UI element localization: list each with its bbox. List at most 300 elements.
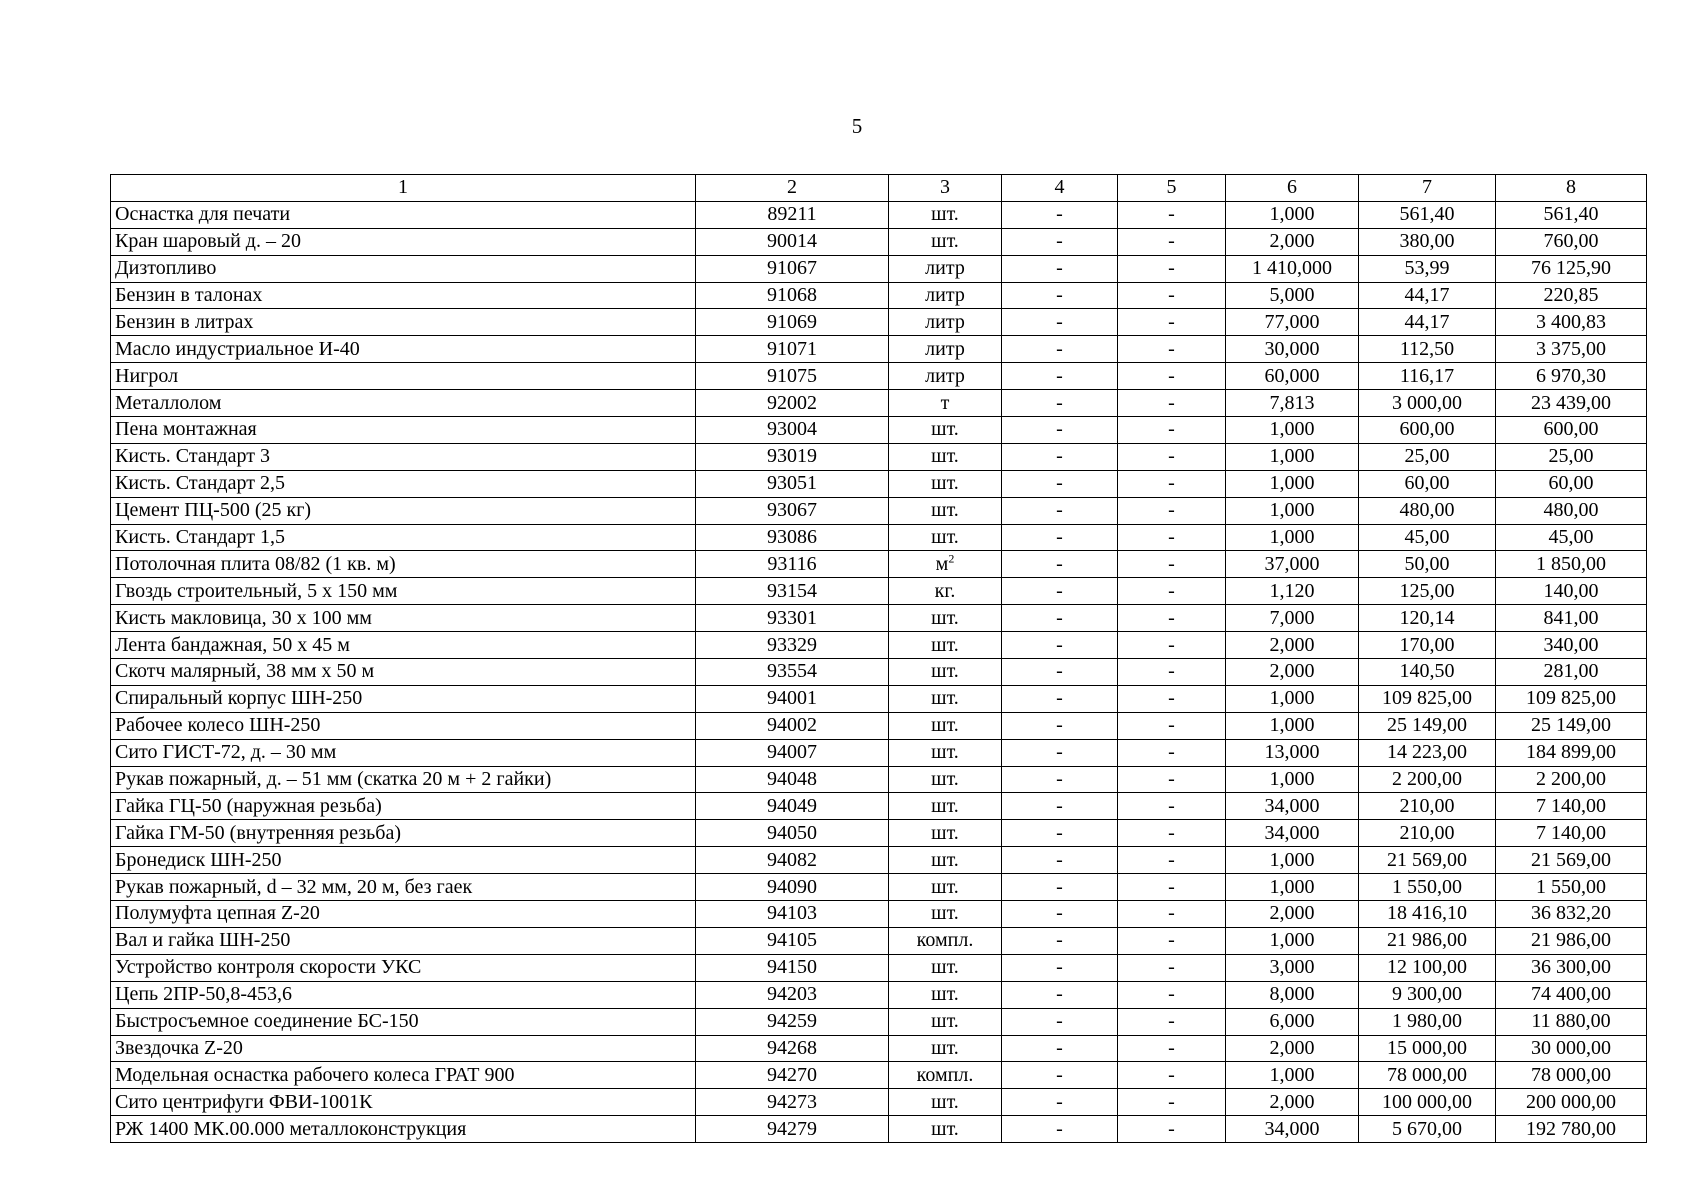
table-row — [111, 766, 1647, 793]
material-name: Звездочка Z-20 — [111, 1035, 696, 1062]
column-5-value: - — [1118, 470, 1226, 497]
material-name: Оснастка для печати — [111, 201, 696, 228]
column-5-value: - — [1118, 1116, 1226, 1143]
table-row — [111, 255, 1647, 282]
sum: 7 140,00 — [1496, 820, 1647, 847]
material-code: 90014 — [696, 228, 889, 255]
table-row — [111, 874, 1647, 901]
column-5-value: - — [1118, 820, 1226, 847]
unit: шт. — [889, 497, 1002, 524]
sum: 192 780,00 — [1496, 1116, 1647, 1143]
price: 9 300,00 — [1359, 981, 1496, 1008]
unit: шт. — [889, 793, 1002, 820]
sum: 7 140,00 — [1496, 793, 1647, 820]
quantity: 34,000 — [1226, 1116, 1359, 1143]
material-name: Рукав пожарный, д. – 51 мм (скатка 20 м + 2 гайки) — [111, 766, 696, 793]
material-code: 91067 — [696, 255, 889, 282]
table-row — [111, 1008, 1647, 1035]
price: 44,17 — [1359, 309, 1496, 336]
material-name: Цепь 2ПР-50,8-453,6 — [111, 981, 696, 1008]
price: 116,17 — [1359, 363, 1496, 390]
quantity: 2,000 — [1226, 1035, 1359, 1062]
sum: 78 000,00 — [1496, 1062, 1647, 1089]
sum: 3 375,00 — [1496, 336, 1647, 363]
column-header: 2 — [696, 175, 889, 202]
quantity: 1,000 — [1226, 766, 1359, 793]
material-code: 91071 — [696, 336, 889, 363]
column-5-value: - — [1118, 309, 1226, 336]
material-name: Нигрол — [111, 363, 696, 390]
material-code: 89211 — [696, 201, 889, 228]
quantity: 1,120 — [1226, 578, 1359, 605]
quantity: 2,000 — [1226, 228, 1359, 255]
sum: 1 850,00 — [1496, 551, 1647, 578]
unit: шт. — [889, 954, 1002, 981]
table-row — [111, 712, 1647, 739]
material-code: 91069 — [696, 309, 889, 336]
material-code: 93086 — [696, 524, 889, 551]
column-header: 5 — [1118, 175, 1226, 202]
price: 14 223,00 — [1359, 739, 1496, 766]
column-header: 6 — [1226, 175, 1359, 202]
price: 1 980,00 — [1359, 1008, 1496, 1035]
column-5-value: - — [1118, 443, 1226, 470]
price: 18 416,10 — [1359, 901, 1496, 928]
sum: 561,40 — [1496, 201, 1647, 228]
column-5-value: - — [1118, 551, 1226, 578]
price: 109 825,00 — [1359, 685, 1496, 712]
material-code: 93004 — [696, 417, 889, 444]
unit: шт. — [889, 1035, 1002, 1062]
quantity: 1,000 — [1226, 712, 1359, 739]
table-row — [111, 632, 1647, 659]
material-name: Кисть. Стандарт 2,5 — [111, 470, 696, 497]
column-header: 7 — [1359, 175, 1496, 202]
column-5-value: - — [1118, 1035, 1226, 1062]
sum: 200 000,00 — [1496, 1089, 1647, 1116]
material-name: Пена монтажная — [111, 417, 696, 444]
column-4-value: - — [1002, 201, 1118, 228]
quantity: 1,000 — [1226, 443, 1359, 470]
sum: 140,00 — [1496, 578, 1647, 605]
material-code: 91075 — [696, 363, 889, 390]
unit: шт. — [889, 201, 1002, 228]
column-4-value: - — [1002, 981, 1118, 1008]
column-4-value: - — [1002, 927, 1118, 954]
price: 2 200,00 — [1359, 766, 1496, 793]
quantity: 60,000 — [1226, 363, 1359, 390]
material-code: 94082 — [696, 847, 889, 874]
sum: 480,00 — [1496, 497, 1647, 524]
column-4-value: - — [1002, 605, 1118, 632]
table-row — [111, 981, 1647, 1008]
column-5-value: - — [1118, 605, 1226, 632]
material-name: Модельная оснастка рабочего колеса ГРАТ 900 — [111, 1062, 696, 1089]
unit: шт. — [889, 820, 1002, 847]
unit: шт. — [889, 228, 1002, 255]
unit: литр — [889, 255, 1002, 282]
unit: компл. — [889, 1062, 1002, 1089]
column-4-value: - — [1002, 847, 1118, 874]
table-row — [111, 793, 1647, 820]
price: 210,00 — [1359, 793, 1496, 820]
table-row — [111, 443, 1647, 470]
column-5-value: - — [1118, 847, 1226, 874]
material-name: Потолочная плита 08/82 (1 кв. м) — [111, 551, 696, 578]
price: 78 000,00 — [1359, 1062, 1496, 1089]
material-name: РЖ 1400 МК.00.000 металлоконструкция — [111, 1116, 696, 1143]
quantity: 2,000 — [1226, 1089, 1359, 1116]
table-row — [111, 309, 1647, 336]
column-4-value: - — [1002, 309, 1118, 336]
unit: шт. — [889, 981, 1002, 1008]
table-row — [111, 228, 1647, 255]
column-5-value: - — [1118, 282, 1226, 309]
material-name: Масло индустриальное И-40 — [111, 336, 696, 363]
price: 12 100,00 — [1359, 954, 1496, 981]
price: 210,00 — [1359, 820, 1496, 847]
column-5-value: - — [1118, 927, 1226, 954]
sum: 220,85 — [1496, 282, 1647, 309]
unit: шт. — [889, 712, 1002, 739]
quantity: 37,000 — [1226, 551, 1359, 578]
unit: шт. — [889, 901, 1002, 928]
price: 380,00 — [1359, 228, 1496, 255]
material-name: Дизтопливо — [111, 255, 696, 282]
quantity: 34,000 — [1226, 820, 1359, 847]
sum: 23 439,00 — [1496, 390, 1647, 417]
material-name: Гвоздь строительный, 5 х 150 мм — [111, 578, 696, 605]
unit: шт. — [889, 524, 1002, 551]
material-code: 94203 — [696, 981, 889, 1008]
column-5-value: - — [1118, 417, 1226, 444]
material-name: Бензин в литрах — [111, 309, 696, 336]
price: 5 670,00 — [1359, 1116, 1496, 1143]
column-4-value: - — [1002, 417, 1118, 444]
material-code: 93301 — [696, 605, 889, 632]
column-4-value: - — [1002, 390, 1118, 417]
column-4-value: - — [1002, 954, 1118, 981]
price: 3 000,00 — [1359, 390, 1496, 417]
column-5-value: - — [1118, 901, 1226, 928]
materials-table — [110, 174, 1647, 1143]
sum: 60,00 — [1496, 470, 1647, 497]
table-row — [111, 470, 1647, 497]
unit: литр — [889, 282, 1002, 309]
material-code: 93554 — [696, 659, 889, 686]
unit: шт. — [889, 1089, 1002, 1116]
quantity: 1,000 — [1226, 201, 1359, 228]
table-row — [111, 417, 1647, 444]
material-code: 94273 — [696, 1089, 889, 1116]
quantity: 77,000 — [1226, 309, 1359, 336]
table-row — [111, 201, 1647, 228]
quantity: 1,000 — [1226, 470, 1359, 497]
unit: шт. — [889, 659, 1002, 686]
sum: 184 899,00 — [1496, 739, 1647, 766]
column-4-value: - — [1002, 255, 1118, 282]
material-code: 94050 — [696, 820, 889, 847]
quantity: 1 410,000 — [1226, 255, 1359, 282]
column-4-value: - — [1002, 820, 1118, 847]
price: 112,50 — [1359, 336, 1496, 363]
material-code: 93051 — [696, 470, 889, 497]
material-name: Кисть. Стандарт 1,5 — [111, 524, 696, 551]
unit: т — [889, 390, 1002, 417]
column-4-value: - — [1002, 793, 1118, 820]
table-row — [111, 524, 1647, 551]
column-4-value: - — [1002, 336, 1118, 363]
column-5-value: - — [1118, 712, 1226, 739]
price: 125,00 — [1359, 578, 1496, 605]
material-name: Сито ГИСТ-72, д. – 30 мм — [111, 739, 696, 766]
column-4-value: - — [1002, 551, 1118, 578]
material-name: Рабочее колесо ШН-250 — [111, 712, 696, 739]
unit: шт. — [889, 605, 1002, 632]
price: 53,99 — [1359, 255, 1496, 282]
material-name: Гайка ГЦ-50 (наружная резьба) — [111, 793, 696, 820]
material-code: 94049 — [696, 793, 889, 820]
table-row — [111, 363, 1647, 390]
table-row — [111, 927, 1647, 954]
material-name: Цемент ПЦ-500 (25 кг) — [111, 497, 696, 524]
column-5-value: - — [1118, 390, 1226, 417]
column-5-value: - — [1118, 1089, 1226, 1116]
price: 140,50 — [1359, 659, 1496, 686]
table-row — [111, 685, 1647, 712]
price: 21 986,00 — [1359, 927, 1496, 954]
material-name: Кисть макловица, 30 х 100 мм — [111, 605, 696, 632]
sum: 21 569,00 — [1496, 847, 1647, 874]
quantity: 6,000 — [1226, 1008, 1359, 1035]
material-name: Скотч малярный, 38 мм х 50 м — [111, 659, 696, 686]
quantity: 1,000 — [1226, 927, 1359, 954]
price: 15 000,00 — [1359, 1035, 1496, 1062]
column-5-value: - — [1118, 874, 1226, 901]
quantity: 1,000 — [1226, 524, 1359, 551]
sum: 109 825,00 — [1496, 685, 1647, 712]
column-5-value: - — [1118, 497, 1226, 524]
unit-exponent: 2 — [948, 551, 955, 566]
column-4-value: - — [1002, 1035, 1118, 1062]
material-name: Бензин в талонах — [111, 282, 696, 309]
unit: кг. — [889, 578, 1002, 605]
material-name: Кран шаровый д. – 20 — [111, 228, 696, 255]
column-4-value: - — [1002, 363, 1118, 390]
quantity: 1,000 — [1226, 874, 1359, 901]
sum: 36 832,20 — [1496, 901, 1647, 928]
column-5-value: - — [1118, 954, 1226, 981]
price: 25 149,00 — [1359, 712, 1496, 739]
column-5-value: - — [1118, 766, 1226, 793]
sum: 30 000,00 — [1496, 1035, 1647, 1062]
material-name: Спиральный корпус ШН-250 — [111, 685, 696, 712]
column-4-value: - — [1002, 874, 1118, 901]
column-header: 8 — [1496, 175, 1647, 202]
sum: 36 300,00 — [1496, 954, 1647, 981]
material-code: 94268 — [696, 1035, 889, 1062]
column-4-value: - — [1002, 685, 1118, 712]
material-code: 94090 — [696, 874, 889, 901]
sum: 21 986,00 — [1496, 927, 1647, 954]
material-code: 94007 — [696, 739, 889, 766]
table-row — [111, 1116, 1647, 1143]
material-code: 94279 — [696, 1116, 889, 1143]
price: 1 550,00 — [1359, 874, 1496, 901]
material-code: 94002 — [696, 712, 889, 739]
column-4-value: - — [1002, 1116, 1118, 1143]
sum: 841,00 — [1496, 605, 1647, 632]
price: 44,17 — [1359, 282, 1496, 309]
column-4-value: - — [1002, 632, 1118, 659]
table-row — [111, 336, 1647, 363]
material-code: 94001 — [696, 685, 889, 712]
unit: литр — [889, 336, 1002, 363]
unit: шт. — [889, 874, 1002, 901]
quantity: 5,000 — [1226, 282, 1359, 309]
price: 100 000,00 — [1359, 1089, 1496, 1116]
column-4-value: - — [1002, 739, 1118, 766]
unit: шт. — [889, 739, 1002, 766]
sum: 25,00 — [1496, 443, 1647, 470]
sum: 340,00 — [1496, 632, 1647, 659]
table-row — [111, 282, 1647, 309]
column-5-value: - — [1118, 255, 1226, 282]
table-row — [111, 390, 1647, 417]
column-5-value: - — [1118, 228, 1226, 255]
quantity: 7,000 — [1226, 605, 1359, 632]
material-name: Быстросъемное соединение БС-150 — [111, 1008, 696, 1035]
material-name: Лента бандажная, 50 х 45 м — [111, 632, 696, 659]
sum: 2 200,00 — [1496, 766, 1647, 793]
quantity: 34,000 — [1226, 793, 1359, 820]
quantity: 2,000 — [1226, 659, 1359, 686]
column-5-value: - — [1118, 201, 1226, 228]
table-row — [111, 551, 1647, 578]
table-row — [111, 901, 1647, 928]
material-name: Гайка ГМ-50 (внутренняя резьба) — [111, 820, 696, 847]
column-4-value: - — [1002, 901, 1118, 928]
material-code: 94270 — [696, 1062, 889, 1089]
sum: 1 550,00 — [1496, 874, 1647, 901]
quantity: 30,000 — [1226, 336, 1359, 363]
material-name: Бронедиск ШН-250 — [111, 847, 696, 874]
quantity: 2,000 — [1226, 632, 1359, 659]
table-header-row — [111, 175, 1647, 202]
unit: шт. — [889, 417, 1002, 444]
table-row — [111, 605, 1647, 632]
quantity: 8,000 — [1226, 981, 1359, 1008]
quantity: 1,000 — [1226, 685, 1359, 712]
quantity: 1,000 — [1226, 1062, 1359, 1089]
unit: шт. — [889, 1008, 1002, 1035]
material-code: 92002 — [696, 390, 889, 417]
column-4-value: - — [1002, 1089, 1118, 1116]
column-4-value: - — [1002, 578, 1118, 605]
quantity: 1,000 — [1226, 417, 1359, 444]
price: 170,00 — [1359, 632, 1496, 659]
quantity: 2,000 — [1226, 901, 1359, 928]
column-5-value: - — [1118, 981, 1226, 1008]
unit: шт. — [889, 685, 1002, 712]
column-5-value: - — [1118, 363, 1226, 390]
sum: 74 400,00 — [1496, 981, 1647, 1008]
material-name: Полумуфта цепная Z-20 — [111, 901, 696, 928]
unit: шт. — [889, 470, 1002, 497]
material-code: 93019 — [696, 443, 889, 470]
material-name: Устройство контроля скорости УКС — [111, 954, 696, 981]
table-row — [111, 1062, 1647, 1089]
price: 25,00 — [1359, 443, 1496, 470]
sum: 6 970,30 — [1496, 363, 1647, 390]
table-row — [111, 497, 1647, 524]
material-name: Вал и гайка ШН-250 — [111, 927, 696, 954]
column-4-value: - — [1002, 1062, 1118, 1089]
price: 21 569,00 — [1359, 847, 1496, 874]
column-5-value: - — [1118, 632, 1226, 659]
material-name: Рукав пожарный, d – 32 мм, 20 м, без гаек — [111, 874, 696, 901]
sum: 45,00 — [1496, 524, 1647, 551]
sum: 3 400,83 — [1496, 309, 1647, 336]
unit: шт. — [889, 847, 1002, 874]
quantity: 3,000 — [1226, 954, 1359, 981]
price: 45,00 — [1359, 524, 1496, 551]
column-5-value: - — [1118, 336, 1226, 363]
material-code: 93067 — [696, 497, 889, 524]
price: 600,00 — [1359, 417, 1496, 444]
column-5-value: - — [1118, 793, 1226, 820]
quantity: 1,000 — [1226, 497, 1359, 524]
table-row — [111, 739, 1647, 766]
unit-base: м — [935, 552, 949, 575]
sum: 281,00 — [1496, 659, 1647, 686]
table-row — [111, 820, 1647, 847]
table-row — [111, 659, 1647, 686]
column-4-value: - — [1002, 470, 1118, 497]
column-5-value: - — [1118, 685, 1226, 712]
sum: 760,00 — [1496, 228, 1647, 255]
table-row — [111, 578, 1647, 605]
quantity: 1,000 — [1226, 847, 1359, 874]
column-header: 4 — [1002, 175, 1118, 202]
page-number: 5 — [851, 114, 863, 138]
unit: литр — [889, 309, 1002, 336]
column-5-value: - — [1118, 659, 1226, 686]
material-code: 93329 — [696, 632, 889, 659]
material-name: Металлолом — [111, 390, 696, 417]
column-4-value: - — [1002, 228, 1118, 255]
column-5-value: - — [1118, 524, 1226, 551]
price: 120,14 — [1359, 605, 1496, 632]
table-body — [111, 201, 1647, 1142]
material-code: 94150 — [696, 954, 889, 981]
material-name: Кисть. Стандарт 3 — [111, 443, 696, 470]
column-5-value: - — [1118, 1008, 1226, 1035]
table-row — [111, 1035, 1647, 1062]
sum: 25 149,00 — [1496, 712, 1647, 739]
unit: шт. — [889, 766, 1002, 793]
price: 561,40 — [1359, 201, 1496, 228]
column-header: 1 — [111, 175, 696, 202]
table-row — [111, 847, 1647, 874]
material-code: 93154 — [696, 578, 889, 605]
column-5-value: - — [1118, 578, 1226, 605]
sum: 11 880,00 — [1496, 1008, 1647, 1035]
material-code: 91068 — [696, 282, 889, 309]
quantity: 7,813 — [1226, 390, 1359, 417]
material-code: 94103 — [696, 901, 889, 928]
column-4-value: - — [1002, 712, 1118, 739]
